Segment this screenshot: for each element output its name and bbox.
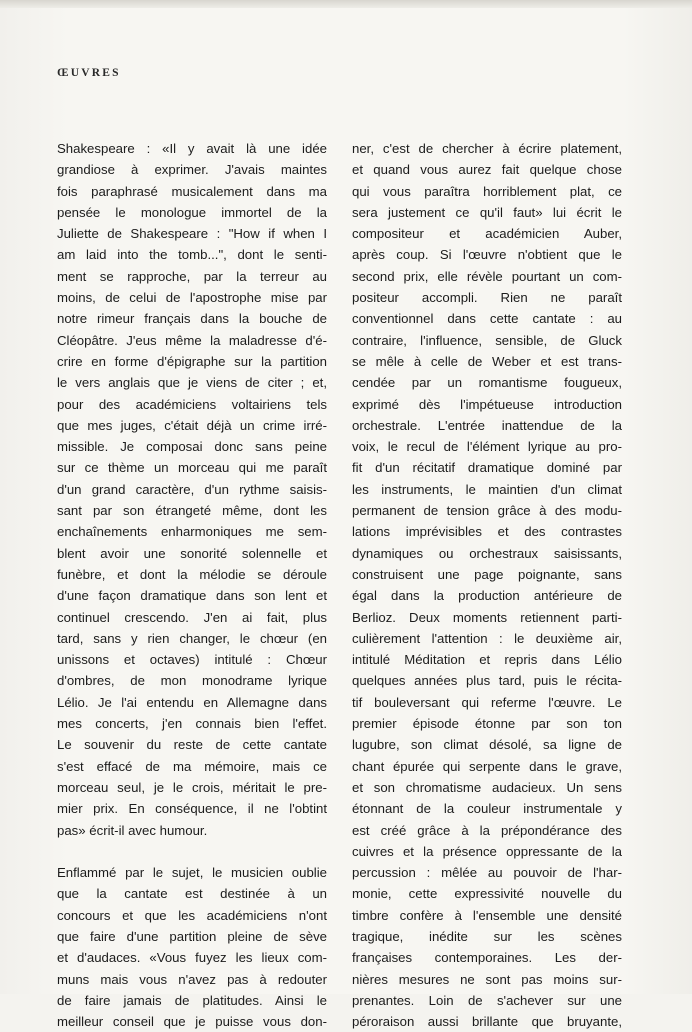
text-line: fois paraphrasé musicalement dans ma [57, 183, 327, 199]
text-line: Enflammé par le sujet, le musicien oublie [57, 865, 327, 881]
text-line: Lélio. Je l'ai entendu en Allemagne dans [57, 694, 327, 710]
text-line: construisent une page poignante, sans [352, 566, 622, 582]
text-line: continuel crescendo. J'en ai fait, plus [57, 609, 327, 625]
text-line: le vers anglais que je viens de citer ; et, [57, 375, 327, 391]
text-line: nières mesures ne sont pas moins sur- [352, 971, 622, 987]
text-line: cendée par un romantisme fougueux, [352, 375, 622, 391]
running-head: ŒUVRES [57, 67, 121, 79]
right-paragraph [352, 138, 622, 1032]
text-line: intitulé Méditation et repris dans Lélio [352, 652, 622, 668]
text-line: tard, sans y rien changer, le chœur (en [57, 630, 327, 646]
left-column [57, 138, 327, 1032]
text-line: grandiose à exprimer. J'avais maintes [57, 162, 327, 178]
text-line: étonnant de la couleur instrumentale y [352, 801, 622, 817]
text-line: Juliette de Shakespeare : "How if when I [57, 226, 327, 242]
text-line: cuivres et la présence oppressante de la [352, 843, 622, 859]
text-line: enchaînements enharmoniques me sem- [57, 524, 327, 540]
text-line: égal dans la production antérieure de [352, 588, 622, 604]
text-line: d'un grand caractère, d'un rythme saisis- [57, 481, 327, 497]
text-line: Le souvenir du reste de cette cantate [57, 737, 327, 753]
text-line: ner, c'est de chercher à écrire platement, [352, 141, 622, 156]
text-line: quelques années plus tard, puis le récita- [352, 673, 622, 689]
text-line: de faire jamais de platitudes. Ainsi le [57, 992, 327, 1008]
text-line: d'une façon dramatique dans son lent et [57, 588, 327, 604]
text-line: les instruments, le maintien d'un climat [352, 481, 622, 497]
text-line: moins, de celui de l'apostrophe mise par [57, 290, 327, 306]
text-line: blent avoir une sonorité solennelle et [57, 545, 327, 561]
text-line: unissons et octaves) intitulé : Chœur [57, 652, 327, 668]
text-line: s'est effacé de ma mémoire, mais ce [57, 758, 327, 774]
left-paragraph-2 [57, 862, 327, 1032]
text-line: positeur accompli. Rien ne paraît [352, 290, 622, 306]
text-line: percussion : mêlée au pouvoir de l'har- [352, 865, 622, 881]
text-line: péroraison aussi brillante que bruyante, [352, 1014, 622, 1030]
text-line: pas» écrit-il avec humour. [57, 822, 208, 838]
right-column [352, 138, 622, 1032]
text-line: concours et que les académiciens n'ont [57, 907, 327, 923]
text-line: et d'audaces. «Vous fuyez les lieux com- [57, 950, 327, 966]
text-line: lugubre, son climat désolé, sa ligne de [352, 737, 622, 753]
text-line: d'ombres, de mon monodrame lyrique [57, 673, 327, 689]
text-line: compositeur et académicien Auber, [352, 226, 622, 242]
text-line: voix, le recul de l'élément lyrique au pro- [352, 439, 622, 455]
text-line: ment se rapproche, par la terreur au [57, 268, 327, 284]
text-line: premier épisode étonne par son ton [352, 716, 622, 732]
text-line: contraire, l'influence, sensible, de Gluck [352, 332, 622, 348]
text-line: pensée le monologue immortel de la [57, 204, 327, 220]
text-line: orchestrale. L'entrée inattendue de la [352, 417, 622, 433]
text-line: second prix, elle révèle pourtant un com- [352, 268, 622, 284]
text-line: muns mais vous n'avez pas à redouter [57, 971, 327, 987]
text-line: conventionnel dans cette cantate : au [352, 311, 622, 327]
text-line: dynamiques ou orchestraux saisissants, [352, 545, 622, 561]
text-line: crire en forme d'épigraphe sur la partition [57, 353, 327, 369]
text-line: sant par son étrangeté même, dont les [57, 503, 327, 519]
text-line: sur ce thème un morceau qui me paraît [57, 460, 327, 476]
text-line: monie, cette expressivité nouvelle du [352, 886, 622, 902]
text-line: lations imprévisibles et des contrastes [352, 524, 622, 540]
text-line: que mes juges, c'était déjà un crime irré- [57, 417, 327, 433]
text-line: exprimé dès l'impétueuse introduction [352, 396, 622, 412]
text-line: sera justement ce qu'il faut» lui écrit le [352, 204, 622, 220]
text-line: timbre confère à l'ensemble une densité [352, 907, 622, 923]
text-line: mes concerts, j'en connais bien l'effet. [57, 716, 327, 732]
text-line: meilleur conseil que je puisse vous don- [57, 1014, 327, 1030]
paragraph-gap [57, 841, 327, 862]
text-line: fit d'un récitatif dramatique dominé par [352, 460, 622, 476]
scan-edge [0, 0, 692, 8]
text-line: chant épurée qui serpente dans le grave, [352, 758, 622, 774]
text-line: qui vous paraîtra horriblement plat, ce [352, 183, 622, 199]
text-line: après coup. Si l'œuvre n'obtient que le [352, 247, 622, 263]
text-line: est créé grâce à la prépondérance des [352, 822, 622, 838]
text-line: Shakespeare : «Il y avait là une idée [57, 141, 327, 156]
text-line: tif bouleversant qui referme l'œuvre. Le [352, 694, 622, 710]
text-line: am laid into the tomb...", dont le senti- [57, 247, 327, 263]
left-paragraph-1 [57, 138, 327, 841]
text-line: culièrement l'attention : le deuxième air, [352, 630, 622, 646]
text-line: que faire d'une partition pleine de sève [57, 928, 327, 944]
text-line: permanent de tension grâce à des modu- [352, 503, 622, 519]
text-line: prenantes. Loin de s'achever sur une [352, 992, 622, 1008]
text-line: et quand vous aurez fait quelque chose [352, 162, 622, 178]
text-line: se mêle à celle de Weber et est trans- [352, 353, 622, 369]
text-line: missible. Je composai donc sans peine [57, 439, 327, 455]
text-line: et son chromatisme audacieux. Un sens [352, 779, 622, 795]
text-line: funèbre, et dont la mélodie se déroule [57, 566, 327, 582]
text-line: que la cantate est destinée à un [57, 886, 327, 902]
text-line: notre rimeur français dans la bouche de [57, 311, 327, 327]
text-line: Berlioz. Deux moments retiennent parti- [352, 609, 622, 625]
text-line: morceau seul, je le crois, méritait le pre- [57, 779, 327, 795]
text-line: tragique, inédite sur les scènes [352, 928, 622, 944]
text-line: Cléopâtre. J'eus même la maladresse d'é- [57, 332, 327, 348]
text-line: pour des académiciens voltairiens tels [57, 396, 327, 412]
text-line: françaises contemporaines. Les der- [352, 950, 622, 966]
text-line: mier prix. En conséquence, il ne l'obtint [57, 801, 327, 817]
